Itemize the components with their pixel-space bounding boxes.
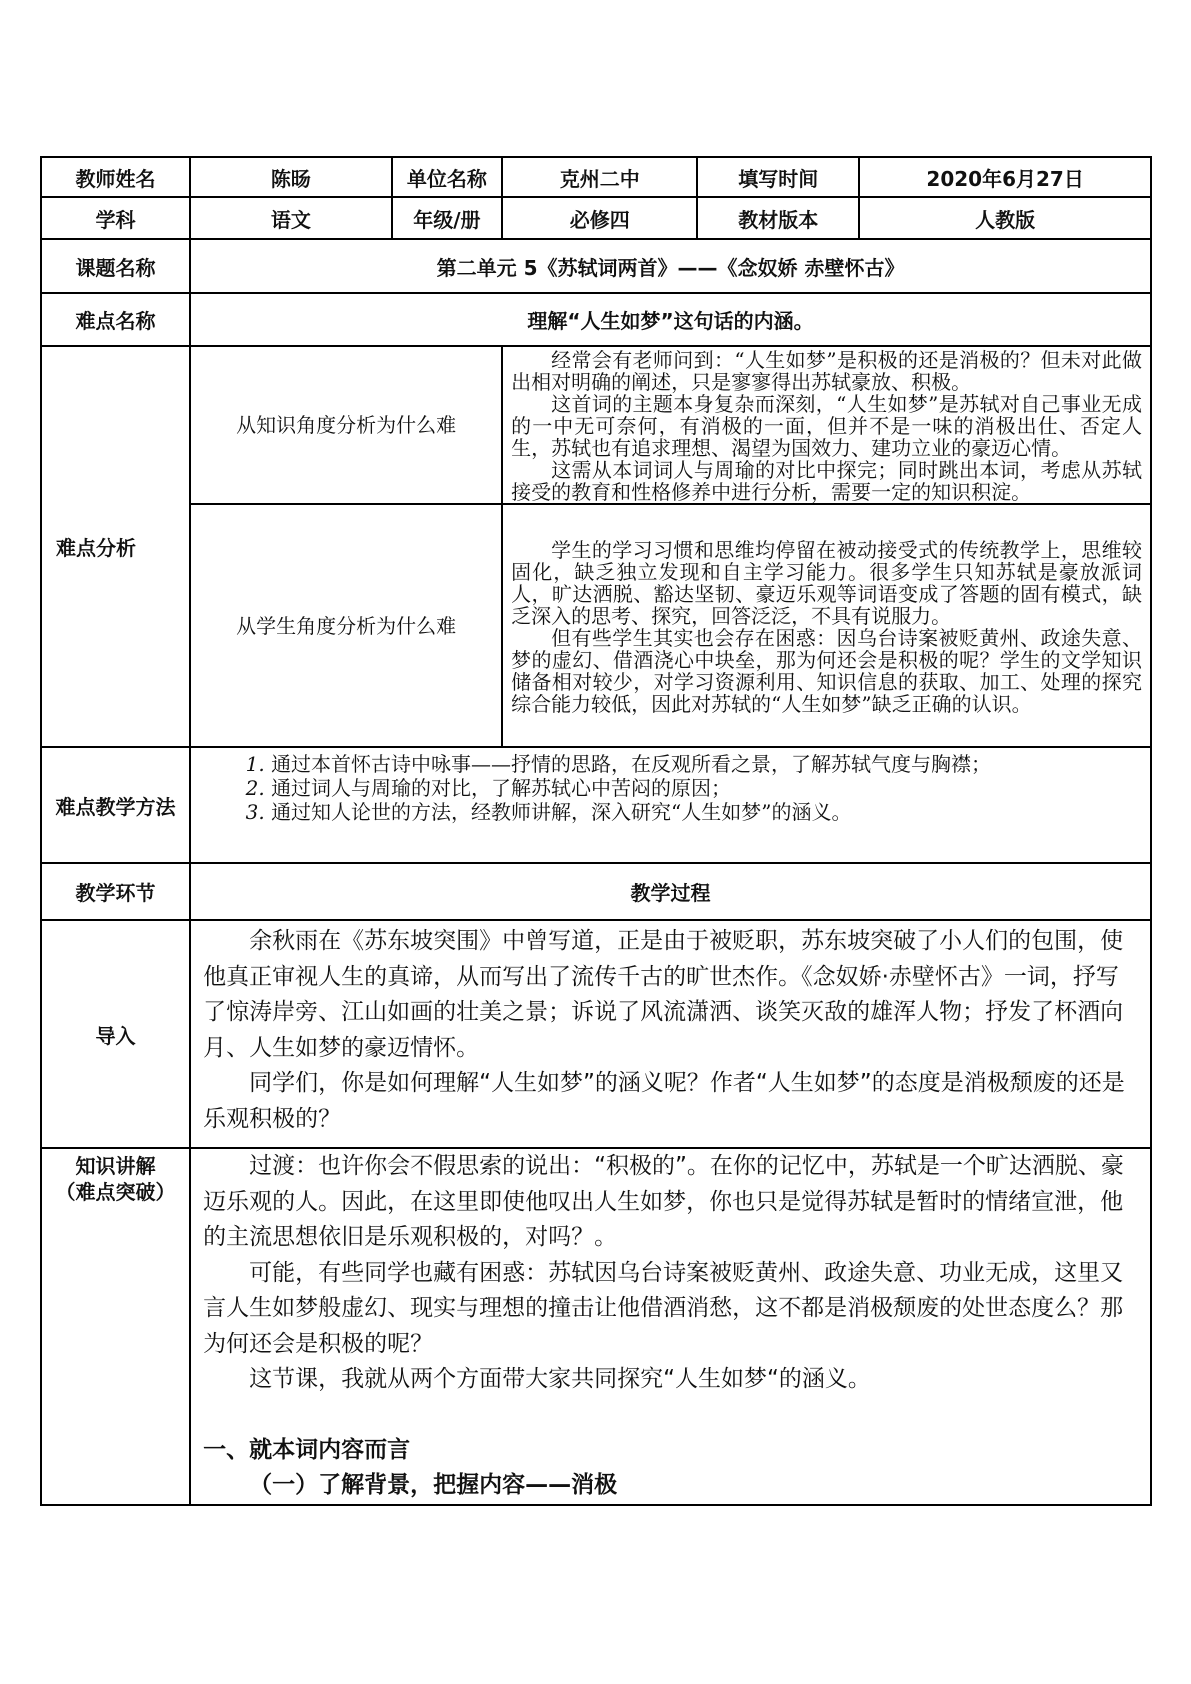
topic-row (41, 239, 1151, 293)
student-paragraph: 学生的学习习惯和思维均停留在被动接受式的传统教学上，思维较固化，缺乏独立发现和自主学习能力。很多学生只知苏轼是豪放派词人，旷达洒脱、豁达坚韧、豪迈乐观等词语变成了答题的固有模式，缺乏深入的思考、探究，回答泛泛，不具有说服力。 (511, 538, 1142, 628)
methods-list-cell (190, 747, 1151, 863)
teaching-stage-label: 教学环节 (41, 863, 190, 920)
student-analysis-text (502, 504, 1151, 747)
lecture-text (190, 1148, 1151, 1505)
lecture-label-line1: 知识讲解 (75, 1154, 156, 1178)
knowledge-paragraph: 这需从本词词人与周瑜的对比中探完；同时跳出本词，考虑从苏轼接受的教育和性格修养中进行分析，需要一定的知识积淀。 (511, 458, 1142, 504)
grade-label: 年级/册 (392, 197, 502, 239)
unit-name-value: 克州二中 (502, 157, 697, 197)
grade-value: 必修四 (502, 197, 697, 239)
intro-label: 导入 (41, 920, 190, 1148)
subject-value: 语文 (190, 197, 392, 239)
analysis-student-row (41, 504, 1151, 747)
subsection-heading: （一）了解背景，把握内容——消极 (249, 1472, 618, 1498)
edition-label: 教材版本 (697, 197, 859, 239)
method-item: 2. 通过词人与周瑜的对比，了解苏轼心中苦闷的原因； (271, 776, 1150, 800)
topic-label: 课题名称 (41, 239, 190, 293)
difficulty-value: 理解“人生如梦”这句话的内涵。 (190, 293, 1151, 346)
difficulty-label: 难点名称 (41, 293, 190, 346)
lecture-label (41, 1148, 190, 1505)
info-row-2 (41, 197, 1151, 239)
teacher-name-value: 陈旸 (190, 157, 392, 197)
teaching-process-label: 教学过程 (190, 863, 1151, 920)
knowledge-angle-label: 从知识角度分析为什么难 (190, 346, 502, 504)
lesson-plan-table (40, 156, 1152, 1506)
student-angle-label: 从学生角度分析为什么难 (190, 504, 502, 747)
knowledge-paragraph: 这首词的主题本身复杂而深刻，“人生如梦”是苏轼对自己事业无成的一中无可奈何，有消极的一面，但并不是一味的消极出仕、否定人生，苏轼也有追求理想、渴望为国效力、建功立业的豪迈心情。 (511, 392, 1142, 460)
knowledge-paragraph: 经常会有老师问到：“人生如梦”是积极的还是消极的？但未对此做出相对明确的阐述，只是寥寥得出苏轼豪放、积极。 (511, 348, 1142, 394)
lecture-label-line2: （难点突破） (55, 1180, 176, 1204)
lecture-row (41, 1148, 1151, 1505)
fill-date-value: 2020年6月27日 (859, 157, 1151, 197)
analysis-label: 难点分析 (41, 346, 190, 747)
methods-row (41, 747, 1151, 863)
intro-row (41, 920, 1151, 1148)
intro-paragraph: 同学们，你是如何理解“人生如梦”的涵义呢？作者“人生如梦”的态度是消极颓废的还是乐观积极的？ (203, 1070, 1125, 1132)
methods-label: 难点教学方法 (41, 747, 190, 863)
methods-list (191, 752, 1150, 824)
intro-text (190, 920, 1151, 1148)
edition-value: 人教版 (859, 197, 1151, 239)
process-header-row (41, 863, 1151, 920)
section-heading: 一、就本词内容而言 (203, 1436, 411, 1463)
unit-name-label: 单位名称 (392, 157, 502, 197)
subject-label: 学科 (41, 197, 190, 239)
knowledge-analysis-text (502, 346, 1151, 504)
analysis-knowledge-row (41, 346, 1151, 504)
method-item: 1. 通过本首怀古诗中咏事——抒情的思路，在反观所看之景，了解苏轼气度与胸襟； (271, 752, 1150, 776)
student-paragraph: 但有些学生其实也会存在困惑：因乌台诗案被贬黄州、政途失意、梦的虚幻、借酒浇心中块垒，那为何还会是积极的呢？学生的文学知识储备相对较少，对学习资源利用、知识信息的获取、加工、处理的探究综合能力较低，因此对苏轼的“人生如梦”缺乏正确的认识。 (511, 626, 1142, 716)
intro-paragraph: 余秋雨在《苏东坡突围》中曾写道，正是由于被贬职，苏东坡突破了小人们的包围，使他真正审视人生的真谛，从而写出了流传千古的旷世杰作。《念奴娇·赤壁怀古》一词，抒写了惊涛岸旁、江山如画的壮美之景；诉说了风流潇洒、谈笑灭敌的雄浑人物；抒发了杯酒向月、人生如梦的豪迈情怀。 (203, 928, 1124, 1061)
method-item: 3. 通过知人论世的方法，经教师讲解，深入研究“人生如梦”的涵义。 (271, 800, 1150, 824)
teacher-name-label: 教师姓名 (41, 157, 190, 197)
difficulty-row (41, 293, 1151, 346)
fill-date-label: 填写时间 (697, 157, 859, 197)
lecture-paragraph: 过渡：也许你会不假思索的说出：“积极的”。在你的记忆中，苏轼是一个旷达洒脱、豪迈乐观的人。因此，在这里即使他叹出人生如梦，你也只是觉得苏轼是暂时的情绪宣泄，他的主流思想依旧是乐观积极的，对吗？。 (203, 1153, 1124, 1250)
lecture-paragraph: 可能，有些同学也藏有困惑：苏轼因乌台诗案被贬黄州、政途失意、功业无成，这里又言人生如梦般虚幻、现实与理想的撞击让他借酒消愁，这不都是消极颓废的处世态度么？那为何还会是积极的呢？ (203, 1259, 1124, 1357)
lecture-paragraph: 这节课，我就从两个方面带大家共同探究“人生如梦“的涵义。 (249, 1366, 871, 1392)
topic-value: 第二单元 5《苏轼词两首》——《念奴娇 赤壁怀古》 (190, 239, 1151, 293)
info-row-1 (41, 157, 1151, 197)
